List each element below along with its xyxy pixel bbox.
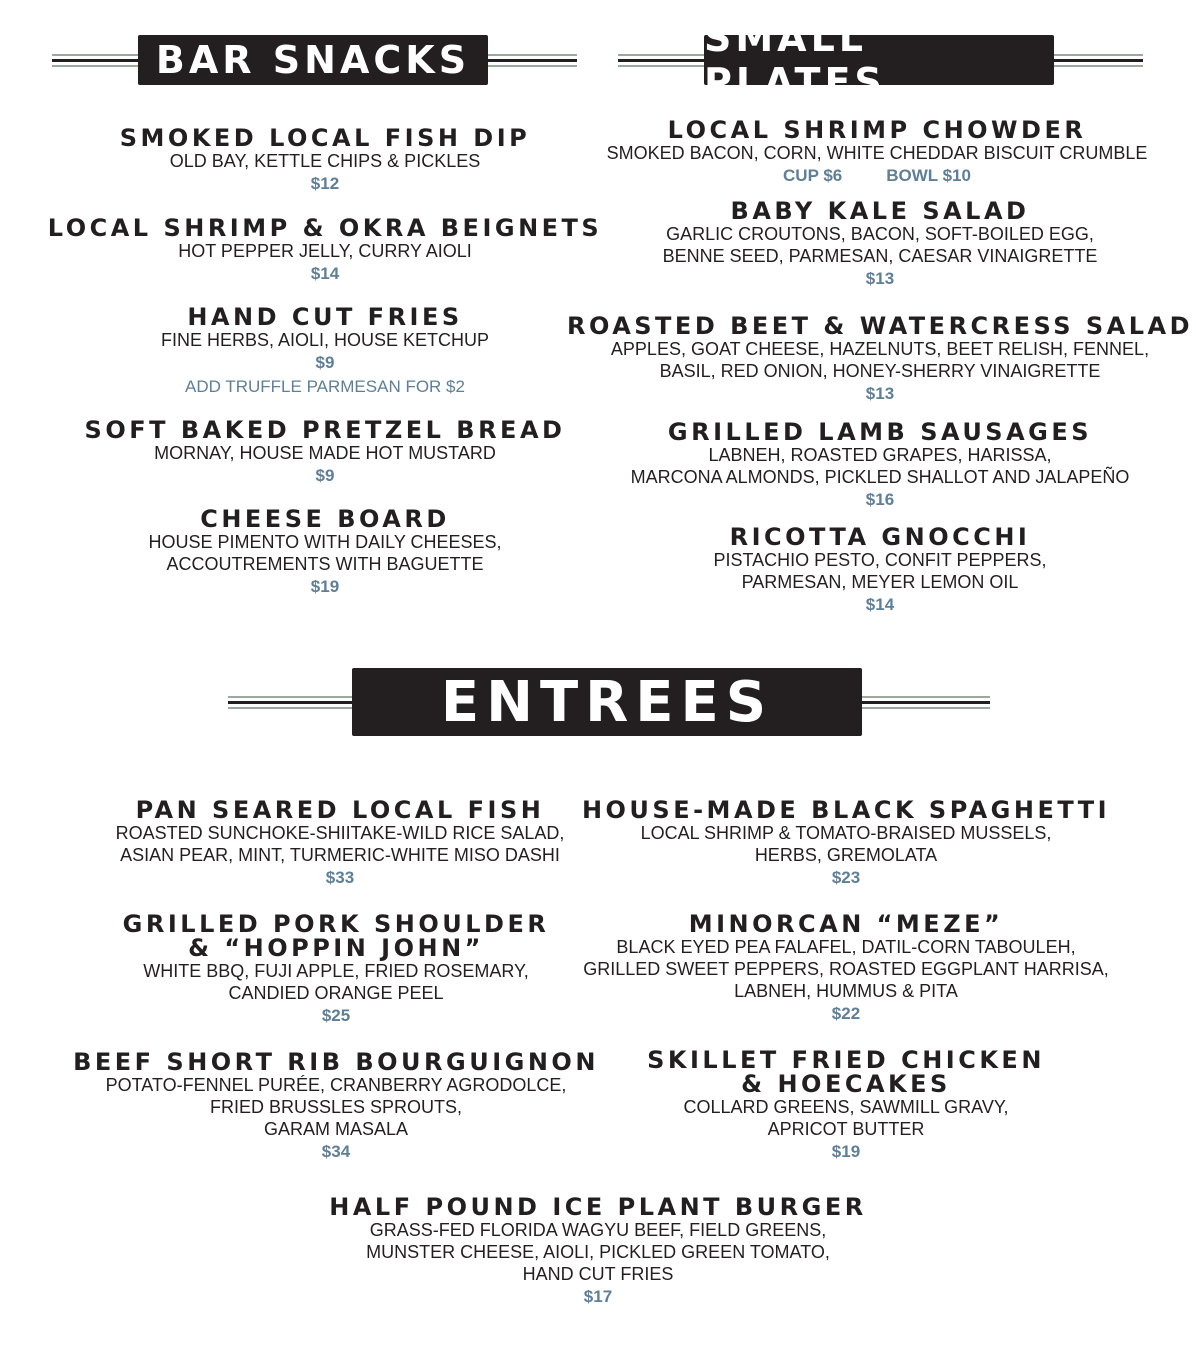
item-name: RICOTTA GNOCCHI (729, 523, 1031, 551)
item-description: APPLES, GOAT CHEESE, HAZELNUTS, BEET RELISH, FENNEL, (610, 339, 1150, 359)
item-price: $34 (321, 1142, 351, 1161)
item-name: BABY KALE SALAD (730, 197, 1030, 225)
item-name: BEEF SHORT RIB BOURGUIGNON (73, 1048, 599, 1076)
item-description: MORNAY, HOUSE MADE HOT MUSTARD (154, 443, 496, 463)
item-description: GARLIC CROUTONS, BACON, SOFT-BOILED EGG, (666, 224, 1094, 244)
price-cup: CUP $6 (783, 166, 843, 185)
item-name: GRILLED LAMB SAUSAGES (667, 418, 1093, 446)
item-price (607, 164, 1148, 188)
item-description: ASIAN PEAR, MINT, TURMERIC-WHITE MISO DASHI (120, 845, 560, 865)
price-bowl: BOWL $10 (886, 166, 971, 185)
item-name: SMOKED LOCAL FISH DIP (119, 124, 531, 152)
item-description: OLD BAY, KETTLE CHIPS & PICKLES (169, 151, 481, 171)
bar-snacks-title: BAR SNACKS (138, 35, 488, 85)
item-price: $14 (310, 264, 340, 283)
item-price: $13 (865, 384, 895, 403)
item-price: $16 (865, 490, 895, 509)
menu-item (663, 199, 1098, 291)
item-description: APRICOT BUTTER (767, 1119, 925, 1139)
item-description: SMOKED BACON, CORN, WHITE CHEDDAR BISCUIT CRUMBLE (606, 143, 1148, 163)
item-description: GRILLED SWEET PEPPERS, ROASTED EGGPLANT HARRISA, (583, 959, 1109, 979)
item-name: HALF POUND ICE PLANT BURGER (329, 1193, 867, 1221)
item-price: $14 (865, 595, 895, 614)
menu-item (116, 798, 565, 890)
menu-item (631, 420, 1130, 512)
item-name: MINORCAN “MEZE” (688, 910, 1004, 938)
item-description: HOUSE PIMENTO WITH DAILY CHEESES, (148, 532, 502, 552)
item-description: BASIL, RED ONION, HONEY-SHERRY VINAIGRETTE (659, 361, 1101, 381)
item-name: ROASTED BEET & WATERCRESS SALAD (566, 312, 1194, 340)
item-name: CHEESE BOARD (200, 505, 450, 533)
small-plates-header (618, 16, 1143, 104)
item-description: ACCOUTREMENTS WITH BAGUETTE (166, 554, 484, 574)
item-description: PARMESAN, MEYER LEMON OIL (741, 572, 1019, 592)
menu-item (647, 1048, 1045, 1164)
item-name: & “HOPPIN JOHN” (188, 934, 484, 962)
item-name: GRILLED PORK SHOULDER (122, 910, 550, 938)
item-description: HOT PEPPER JELLY, CURRY AIOLI (178, 241, 472, 261)
item-name: PAN SEARED LOCAL FISH (135, 796, 545, 824)
menu-item (148, 507, 501, 599)
item-description: LOCAL SHRIMP & TOMATO-BRAISED MUSSELS, (640, 823, 1052, 843)
item-description: BLACK EYED PEA FALAFEL, DATIL-CORN TABOULEH, (616, 937, 1076, 957)
item-description: HERBS, GREMOLATA (754, 845, 938, 865)
entrees-header (228, 668, 990, 736)
bar-snacks-header (52, 35, 577, 85)
menu-item (161, 305, 489, 399)
item-price: $9 (315, 466, 335, 485)
item-description: PISTACHIO PESTO, CONFIT PEPPERS, (713, 550, 1047, 570)
item-description: LABNEH, ROASTED GRAPES, HARISSA, (708, 445, 1052, 465)
item-description: CANDIED ORANGE PEEL (228, 983, 444, 1003)
item-name: LOCAL SHRIMP CHOWDER (667, 116, 1087, 144)
small-plates-title: SMALL PLATES (704, 35, 1054, 85)
menu-item (73, 1050, 599, 1164)
menu-item (120, 126, 531, 196)
item-description: FINE HERBS, AIOLI, HOUSE KETCHUP (160, 330, 490, 350)
item-description: HAND CUT FRIES (522, 1264, 674, 1284)
item-price: $17 (583, 1287, 613, 1306)
item-description: BENNE SEED, PARMESAN, CAESAR VINAIGRETTE (662, 246, 1098, 266)
menu-item (713, 525, 1046, 617)
menu-item (583, 912, 1108, 1026)
item-description: LABNEH, HUMMUS & PITA (734, 981, 958, 1001)
menu-item (582, 798, 1110, 890)
item-description: MARCONA ALMONDS, PICKLED SHALLOT AND JALAPEÑO (630, 467, 1130, 487)
item-description: ROASTED SUNCHOKE-SHIITAKE-WILD RICE SALAD, (115, 823, 565, 843)
menu-item (123, 912, 550, 1028)
item-description: COLLARD GREENS, SAWMILL GRAVY, (683, 1097, 1009, 1117)
menu-item (48, 216, 602, 286)
item-description: GRASS-FED FLORIDA WAGYU BEEF, FIELD GREENS, (369, 1220, 827, 1240)
item-name: & HOECAKES (741, 1070, 951, 1098)
item-name: SOFT BAKED PRETZEL BREAD (84, 416, 566, 444)
item-description: GARAM MASALA (263, 1119, 409, 1139)
menu-item (567, 314, 1193, 406)
item-name: SKILLET FRIED CHICKEN (647, 1046, 1045, 1074)
item-price: $19 (310, 577, 340, 596)
item-price: $13 (865, 269, 895, 288)
item-name: LOCAL SHRIMP & OKRA BEIGNETS (47, 214, 603, 242)
item-description: WHITE BBQ, FUJI APPLE, FRIED ROSEMARY, (143, 961, 529, 981)
item-price: $33 (325, 868, 355, 887)
menu-item (607, 118, 1148, 188)
item-price: $23 (831, 868, 861, 887)
menu-item (329, 1195, 866, 1309)
item-price: $9 (315, 353, 335, 372)
item-price: $19 (831, 1142, 861, 1161)
item-description: FRIED BRUSSLES SPROUTS, (209, 1097, 463, 1117)
item-price: $25 (321, 1006, 351, 1025)
item-price: $22 (831, 1004, 861, 1023)
item-price: $12 (310, 174, 340, 193)
item-name: HAND CUT FRIES (187, 303, 463, 331)
item-description: POTATO-FENNEL PURÉE, CRANBERRY AGRODOLCE, (105, 1075, 567, 1095)
menu-item (85, 418, 566, 488)
entrees-title: ENTREES (352, 668, 862, 736)
item-addon-note: ADD TRUFFLE PARMESAN FOR $2 (185, 377, 465, 396)
item-description: MUNSTER CHEESE, AIOLI, PICKLED GREEN TOMATO, (366, 1242, 830, 1262)
item-name: HOUSE-MADE BLACK SPAGHETTI (581, 796, 1111, 824)
